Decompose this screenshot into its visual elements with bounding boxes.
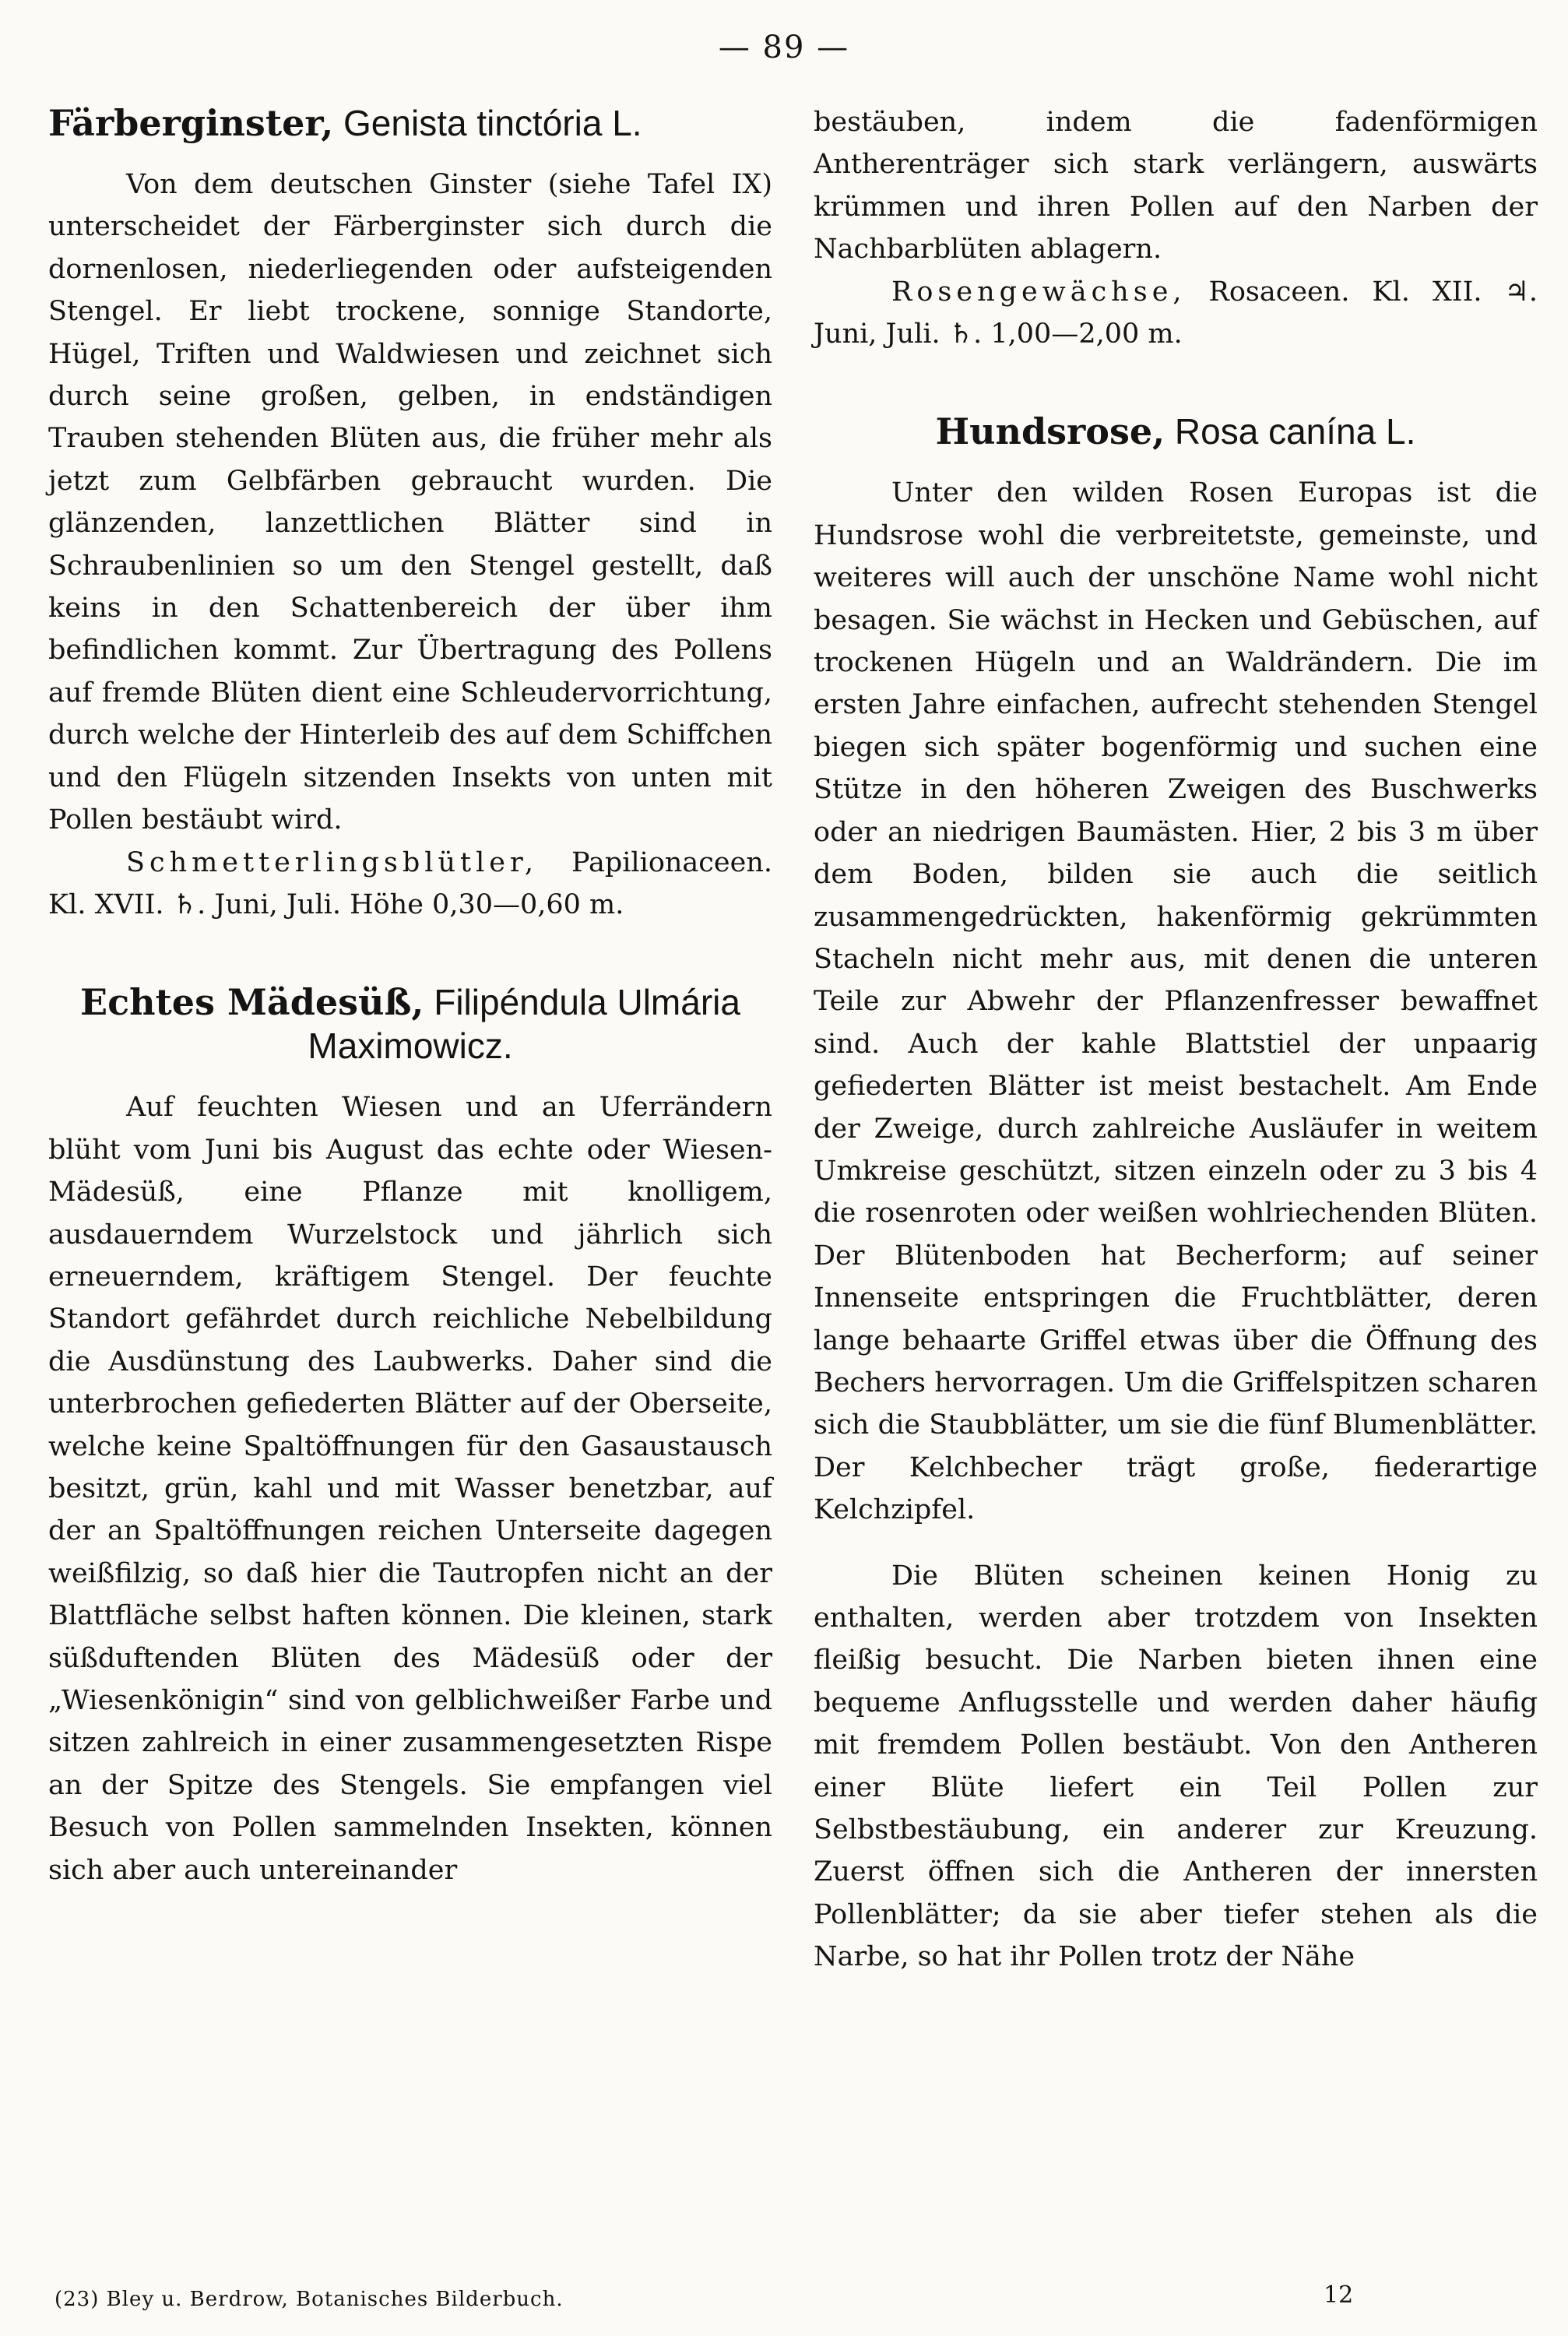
title-latin: Filipéndula Ulmária Maximowicz.: [308, 982, 740, 1067]
title-german: Hundsrose,: [935, 410, 1165, 453]
title-german: Färberginster,: [48, 102, 334, 144]
title-latin: Rosa canína L.: [1165, 411, 1416, 452]
entry-meta-madesuss: [814, 271, 1538, 356]
footer-source: (23) Bley u. Berdrow, Botanisches Bilderbuch.: [54, 2288, 564, 2311]
entry-body-hundsrose-2: Die Blüten scheinen keinen Honig zu enthalten, werden aber trotzdem von Insekten fleißig besucht. Die Narben bieten ihnen eine bequeme Anflugsstelle und werden daher häufig mit fremdem Pollen bestäubt. Von den Antheren einer Blüte liefert ein Teil Pollen zur Selbstbestäubung, ein anderer zur Kreuzung. Zuerst öffnen sich die Antheren der innersten Pollenblätter; da sie aber tiefer stehen als die Narbe, so hat ihr Pollen trotz der Nähe: [814, 1560, 1538, 1973]
entry-body-hundsrose-1: Unter den wilden Rosen Europas ist die Hundsrose wohl die verbreitetste, gemeinste, und weiteres will auch der unschöne Name wohl nicht besagen. Sie wächst in Hecken und Gebüschen, auf trockenen Hügeln und an Waldrändern. Die im ersten Jahre einfachen, aufrecht stehenden Stengel biegen sich später bogenförmig und suchen eine Stütze in den höheren Zweigen des Buschwerks oder an niedrigen Baumästen. Hier, 2 bis 3 m über dem Boden, bilden sie auch die seitlich zusammengedrückten, hakenförmig gekrümmten Stacheln nicht mehr aus, mit denen die unteren Teile zur Abwehr der Pflanzenfresser bewaffnet sind. Auch der kahle Blattstiel der unpaarig gefiederten Blätter ist meist bestachelt. Am Ende der Zweige, durch zahlreiche Ausläufer in weitem Umkreise geschützt, sitzen einzeln oder zu 3 bis 4 die rosenroten oder weißen wohlriechenden Blüten. Der Blütenboden hat Becherform; auf seiner Innenseite entspringen die Fruchtblätter, deren lange behaarte Griffel etwas über die Öffnung des Bechers hervorragen. Um die Griffelspitzen scharen sich die Staubblätter, um sie die fünf Blumenblätter. Der Kelchbecher trägt große, fiederartige Kelchzipfel.: [814, 477, 1538, 1526]
entry-body-madesuss: Auf feuchten Wiesen und an Uferrändern blüht vom Juni bis August das echte oder Wiesen-Mädesüß, eine Pflanze mit knolligem, ausdauerndem Wurzelstock und jährlich sich erneuerndem, kräftigem Stengel. Der feuchte Standort gefährdet durch reichliche Nebelbildung die Ausdünstung des Laubwerks. Daher sind die unterbrochen gefiederten Blätter auf der Oberseite, welche keine Spaltöffnungen für den Gasaustausch besitzt, grün, kahl und mit Wasser benetzbar, auf der an Spaltöffnungen reichen Unterseite dagegen weißfilzig, so daß hier die Tautropfen nicht an der Blattfläche selbst haften können. Die kleinen, stark süßduftenden Blüten des Mädesüß oder der „Wiesenkönigin“ sind von gelblichweißer Farbe und sitzen zahlreich in einer zusammengesetzten Rispe an der Spitze des Stengels. Sie empfangen viel Besuch von Pollen sammelnden Insekten, können sich aber auch untereinander: [48, 1092, 772, 1886]
right-column: [814, 101, 1538, 1979]
family-name: Rosengewächse,: [891, 276, 1187, 308]
entry-title-hundsrose: [814, 410, 1538, 453]
page-number: — 89 —: [718, 30, 850, 65]
continuation-text: bestäuben, indem die fadenförmigen Antherenträger sich stark verlängern, auswärts krümmen und ihren Pollen auf den Narben der Nachbarblüten ablagern.: [814, 107, 1538, 266]
family-name: Schmetterlingsblütler,: [126, 846, 539, 878]
entry-meta-farberginster: [48, 842, 772, 927]
title-german: Echtes Mädesüß,: [80, 981, 424, 1024]
footer-sheet-number: 12: [1324, 2281, 1354, 2309]
title-latin: Genista tinctória L.: [333, 103, 642, 143]
entry-title-farberginster: [48, 101, 772, 145]
meta-details: Rosaceen. Kl. XII. ♃. Juni, Juli. ♄. 1,00—2,00 m.: [814, 276, 1538, 350]
entry-body-farberginster: Von dem deutschen Ginster (siehe Tafel IX) unterscheidet der Färberginster sich durch die dornenlosen, niederliegenden oder aufsteigenden Stengel. Er liebt trockene, sonnige Standorte, Hügel, Triften und Waldwiesen und zeichnet sich durch seine großen, gelben, in endständigen Trauben stehenden Blüten aus, die früher mehr als jetzt zum Gelbfärben gebraucht wurden. Die glänzenden, lanzettlichen Blätter sind in Schraubenlinien so um den Stengel gestellt, daß keins in den Schattenbereich der über ihm befindlichen kommt. Zur Übertragung des Pollens auf fremde Blüten dient eine Schleudervorrichtung, durch welche der Hinterleib des auf dem Schiffchen und den Flügeln sitzenden Insekts von unten mit Pollen bestäubt wird.: [48, 169, 772, 836]
entry-title-madesuss: [48, 980, 772, 1068]
left-column: [48, 101, 772, 1891]
meta-details: Papilionaceen. Kl. XVII. ♄. Juni, Juli. Höhe 0,30—0,60 m.: [48, 846, 772, 920]
